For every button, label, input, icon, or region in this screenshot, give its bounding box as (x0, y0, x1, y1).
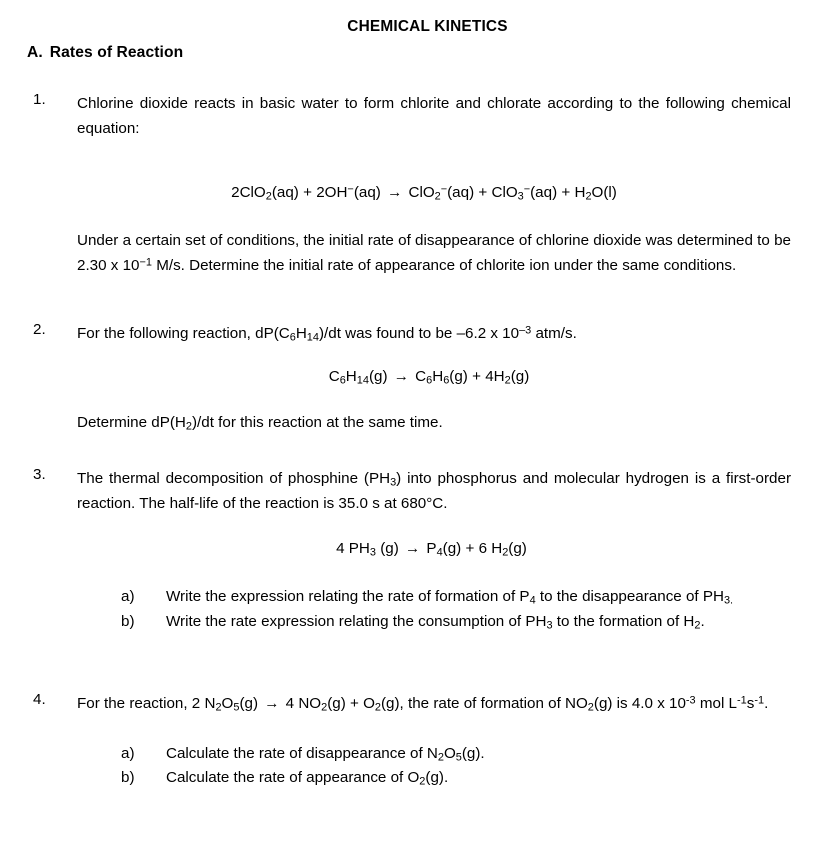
section-heading (27, 45, 183, 61)
question-4-subitem-a-label: a) (121, 744, 135, 762)
question-4-subitem-b-text: Calculate the rate of appearance of $O_2(g)$. (166, 769, 449, 788)
question-1-number: 1. (33, 91, 46, 108)
question-1-equation: $2ClO_2(aq) + 2OH^-(aq) \to ClO_2^-(aq) + ClO_3^-(aq) + H_2O(l)$ (231, 183, 617, 203)
question-4 (33, 692, 791, 791)
question-3-subitem-b-label: b) (121, 612, 135, 630)
question-4-subitem-b (121, 766, 791, 791)
question-4-subitem-b-label: b) (121, 769, 135, 786)
question-4-paragraph-1: For the reaction, 2 $N_2O_5(g) \to 4$ $NO_2(g) + O_2(g)$, the rate of formation of $NO_2(g)$ is 4.0 x $10^{-3}$ mol $L^{-1}s^{-1}$. (77, 694, 769, 714)
question-1 (33, 92, 791, 278)
question-1-paragraph-2: Under a certain set of conditions, the initial rate of disappearance of chlorine dioxide was determined to be 2.30 x $10^{-1}$ M/s. Determine the initial rate of appearance of chlorite ion under the same conditions. (77, 232, 791, 274)
section-label: Rates of Reaction (49, 44, 184, 61)
reaction-arrow-icon: → (405, 540, 421, 557)
question-2-paragraph-1: For the following reaction, $dP(C_6H_{14})/dt$ was found to be –6.2 x $10^{-3}$ atm/s. (77, 324, 577, 344)
question-2-number: 2. (33, 321, 46, 338)
question-2-paragraph-2: Determine $dP(H_2)/dt$ for this reaction at the same time. (77, 413, 443, 433)
question-4-subitem-a-text: Calculate the rate of disappearance of $N_2O_5(g)$. (166, 744, 485, 764)
question-3-number: 3. (33, 466, 46, 483)
question-3-subitem-b-text: Write the rate expression relating the consumption of $PH_3$ to the formation of $H_2$. (166, 612, 705, 632)
question-4-subitem-a (121, 742, 791, 767)
question-1-paragraph-1: Chlorine dioxide reacts in basic water to form chlorite and chlorate according to the following chemical equation: (77, 95, 791, 137)
question-2 (33, 322, 791, 435)
question-3-paragraph-1: The thermal decomposition of phosphine $(PH_3)$ into phosphorus and molecular hydrogen is a first-order reaction. The half-life of the reaction is 35.0 s at 680°C. (77, 470, 791, 512)
question-4-number: 4. (33, 691, 46, 708)
question-2-equation: $C_6H_{14}(g) \to C_6H_6(g) + 4H_2(g)$ (328, 367, 530, 387)
reaction-arrow-icon: → (264, 695, 280, 712)
question-3-subitem-a-label: a) (121, 588, 135, 605)
section-letter: A. (27, 44, 43, 61)
reaction-arrow-icon: → (393, 367, 409, 385)
question-3-subitem-a-text: Write the expression relating the rate of formation of $P_4$ to the disappearance of $PH_{3.}$ (166, 588, 734, 607)
question-3-equation: 4 $PH_3$ $(g) \to P_4(g) + 6$ $H_2(g)$ (336, 540, 527, 559)
question-3-subitem-b (121, 610, 791, 635)
question-3 (33, 467, 791, 634)
question-3-subitem-a (121, 585, 791, 610)
reaction-arrow-icon: → (387, 184, 403, 201)
page-title: CHEMICAL KINETICS (347, 18, 508, 35)
